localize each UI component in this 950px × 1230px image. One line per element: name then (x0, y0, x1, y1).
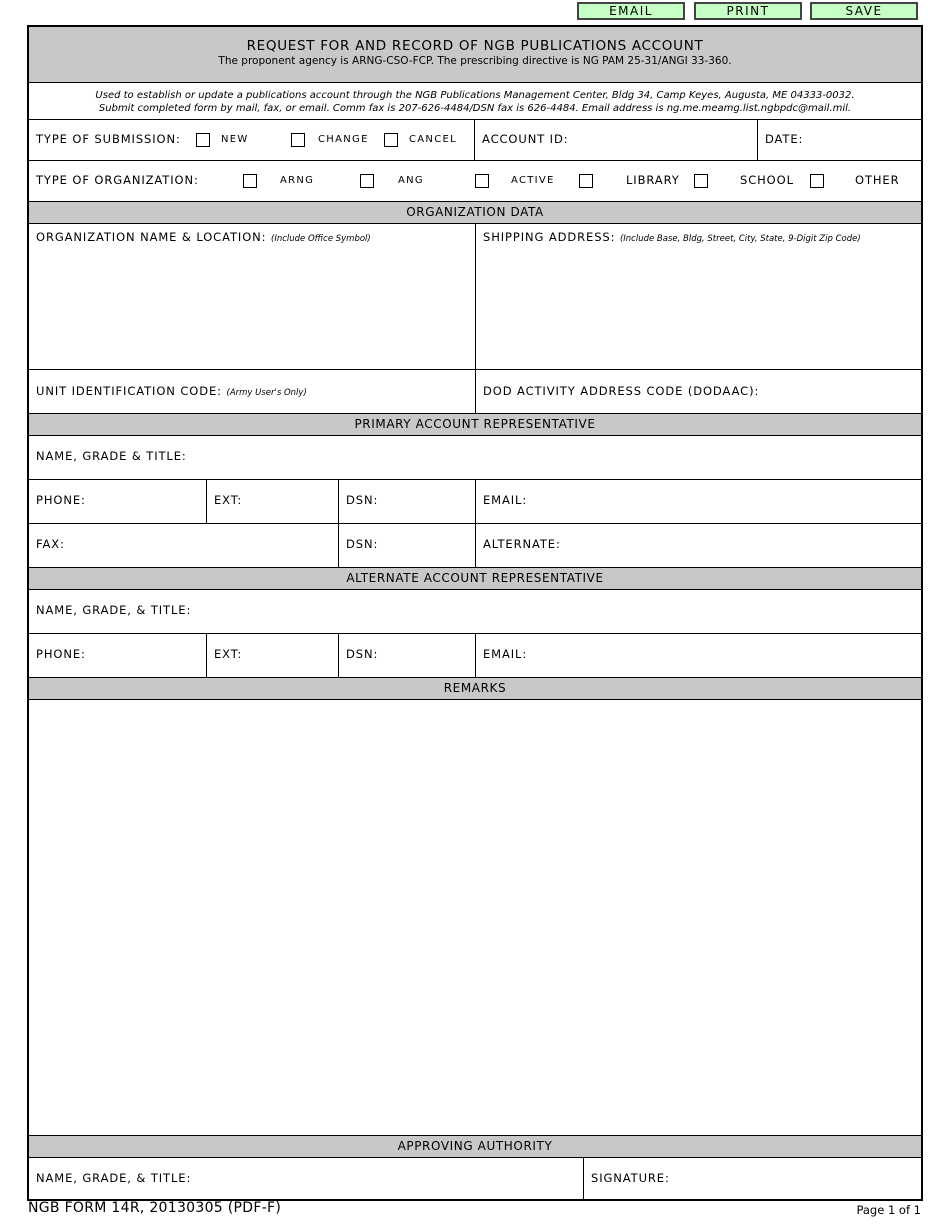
school-checkbox[interactable] (694, 174, 708, 188)
dodaac-field[interactable]: DOD ACTIVITY ADDRESS CODE (DODAAC): (483, 384, 760, 398)
instructions-line-1: Used to establish or update a publications account through the NGB Publications Management Center, Bldg 34, Camp Keyes, Augusta, ME 04333-0032. (95, 90, 855, 101)
approving-authority-heading: APPROVING AUTHORITY (29, 1135, 921, 1158)
arng-checkbox[interactable] (243, 174, 257, 188)
form-subtitle: The proponent agency is ARNG-CSO-FCP. The prescribing directive is NG PAM 25-31/ANGI 33-360. (218, 55, 732, 67)
form-number: NGB FORM 14R, 20130305 (PDF-F) (28, 1200, 282, 1216)
active-option-label: ACTIVE (511, 175, 555, 186)
ang-option-label: ANG (398, 175, 424, 186)
ang-checkbox[interactable] (360, 174, 374, 188)
date-field[interactable]: DATE: (765, 132, 804, 146)
account-id-field[interactable]: ACCOUNT ID: (482, 132, 569, 146)
library-checkbox[interactable] (579, 174, 593, 188)
alternate-email-field[interactable]: EMAIL: (483, 647, 528, 661)
alternate-name-field[interactable]: NAME, GRADE, & TITLE: (36, 603, 192, 617)
primary-phone-field[interactable]: PHONE: (36, 493, 86, 507)
new-option-label: NEW (221, 134, 249, 145)
cancel-option-label: CANCEL (409, 134, 457, 145)
print-button[interactable]: PRINT (694, 2, 802, 20)
instructions (29, 84, 921, 120)
submission-type-label: TYPE OF SUBMISSION: (36, 132, 181, 146)
save-button[interactable]: SAVE (810, 2, 918, 20)
instructions-line-2: Submit completed form by mail, fax, or email. Comm fax is 207-626-4484/DSN fax is 626-4484. Email address is ng.me.meamg.list.ngbpdc@mail.mil. (98, 103, 852, 114)
school-option-label: SCHOOL (740, 173, 794, 187)
organization-name-location-label: ORGANIZATION NAME & LOCATION: (36, 230, 267, 244)
organization-data-heading: ORGANIZATION DATA (29, 201, 921, 224)
publications-account-form (27, 25, 923, 1201)
primary-alternate-field[interactable]: ALTERNATE: (483, 537, 561, 551)
uic-note: (Army User's Only) (226, 388, 307, 398)
other-option-label: OTHER (855, 173, 900, 187)
primary-ext-field[interactable]: EXT: (214, 493, 243, 507)
remarks-heading: REMARKS (29, 677, 921, 700)
alternate-ext-field[interactable]: EXT: (214, 647, 243, 661)
page-number: Page 1 of 1 (856, 1203, 921, 1217)
primary-name-field[interactable]: NAME, GRADE & TITLE: (36, 449, 187, 463)
primary-fax-dsn-field[interactable]: DSN: (346, 537, 379, 551)
new-checkbox[interactable] (196, 133, 210, 147)
form-header (29, 27, 921, 83)
email-button[interactable]: EMAIL (577, 2, 685, 20)
change-option-label: CHANGE (318, 134, 369, 145)
unit-identification-code-field[interactable] (36, 384, 307, 398)
primary-email-field[interactable]: EMAIL: (483, 493, 528, 507)
alternate-phone-field[interactable]: PHONE: (36, 647, 86, 661)
alternate-representative-heading: ALTERNATE ACCOUNT REPRESENTATIVE (29, 567, 921, 590)
shipping-address-note: (Include Base, Bldg, Street, City, State, 9-Digit Zip Code) (619, 234, 861, 244)
library-option-label: LIBRARY (626, 173, 680, 187)
approver-signature-field[interactable]: SIGNATURE: (591, 1171, 670, 1185)
active-checkbox[interactable] (475, 174, 489, 188)
approver-name-field[interactable]: NAME, GRADE, & TITLE: (36, 1171, 192, 1185)
change-checkbox[interactable] (291, 133, 305, 147)
primary-fax-field[interactable]: FAX: (36, 537, 65, 551)
form-title: REQUEST FOR AND RECORD OF NGB PUBLICATIONS ACCOUNT (246, 38, 704, 54)
organization-type-label: TYPE OF ORGANIZATION: (36, 173, 199, 187)
primary-representative-heading: PRIMARY ACCOUNT REPRESENTATIVE (29, 413, 921, 436)
cancel-checkbox[interactable] (384, 133, 398, 147)
uic-label: UNIT IDENTIFICATION CODE: (36, 384, 222, 398)
primary-dsn-field[interactable]: DSN: (346, 493, 379, 507)
alternate-dsn-field[interactable]: DSN: (346, 647, 379, 661)
shipping-address-field[interactable] (483, 230, 861, 244)
organization-name-location-note: (Include Office Symbol) (271, 234, 371, 244)
organization-name-location-field[interactable] (36, 230, 371, 244)
arng-option-label: ARNG (280, 175, 315, 186)
shipping-address-label: SHIPPING ADDRESS: (483, 230, 616, 244)
remarks-textarea[interactable] (29, 700, 921, 1135)
other-checkbox[interactable] (810, 174, 824, 188)
